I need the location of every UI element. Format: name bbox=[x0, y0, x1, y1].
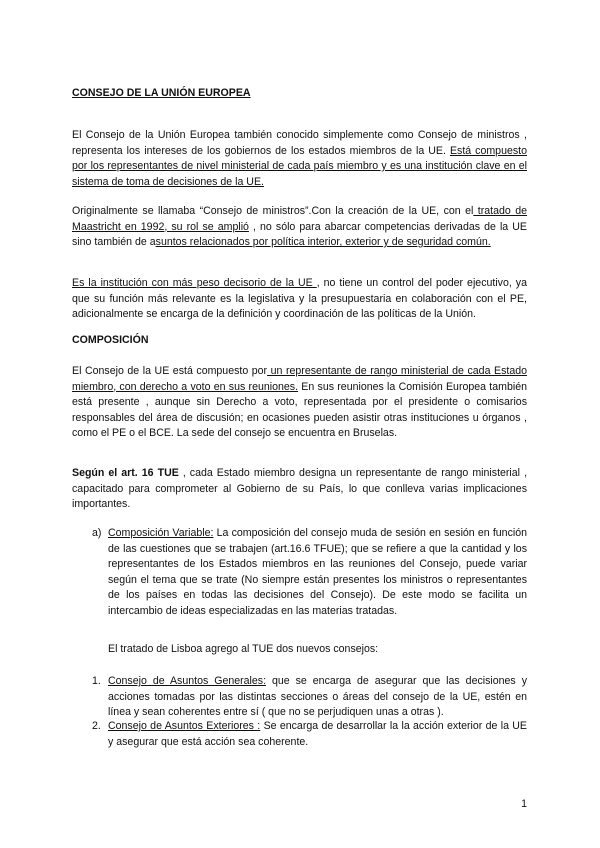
power-paragraph bbox=[72, 276, 527, 323]
consejo-marker-2: 2. bbox=[92, 720, 101, 732]
origin-underlined-1: tratado de Maastricht en 1992, su rol se amplió bbox=[72, 205, 527, 233]
art16-bold: Según el art. 16 TUE bbox=[72, 467, 179, 479]
list-item-a bbox=[92, 526, 527, 619]
origin-text-2: , no sólo para abarcar competencias derivadas de la UE sino también de a bbox=[72, 220, 527, 248]
list-item-a-label: Composición Variable: bbox=[108, 527, 214, 539]
consejo-item-1 bbox=[92, 674, 527, 721]
composicion-heading: COMPOSICIÓN bbox=[72, 334, 149, 346]
origin-underlined-2: suntos relacionados por política interior, exterior y de seguridad común. bbox=[155, 236, 491, 248]
origin-paragraph bbox=[72, 204, 527, 251]
list-marker-a: a) bbox=[92, 527, 102, 539]
power-text: , no tiene un control del poder ejecutivo, ya que su función más relevante es la legislativa y la presupuestaria en colaboración con el PE, adicionalmente se encarga de la definición y coordinación de las políticas de la Unión. bbox=[72, 277, 527, 320]
consejo-marker-1: 1. bbox=[92, 675, 101, 687]
consejo-item-2-content bbox=[108, 719, 527, 750]
page-number: 1 bbox=[521, 798, 527, 810]
intro-paragraph bbox=[72, 128, 527, 190]
consejo-item-2-label: Consejo de Asuntos Exteriores : bbox=[108, 720, 261, 732]
list-item-a-content bbox=[108, 526, 527, 619]
list-item-a-text: La composición del consejo muda de sesión en sesión en función de las cuestiones que se trabajen (art.16.6 TFUE); que se refiere a que la cantidad y los representantes de los Estados miembros en las reuniones del Consejo, puede variar según el tema que se trate (No siempre están presentes los ministros o representantes de los países en todas las decisiones del Consejo). De este modo se facilita un intercambio de ideas especializadas en las materias tratadas. bbox=[108, 527, 528, 617]
power-underlined-text: Es la institución con más peso decisorio de la UE bbox=[72, 277, 317, 289]
composicion-text-1: El Consejo de la UE está compuesto por bbox=[72, 365, 268, 377]
composicion-paragraph bbox=[72, 364, 527, 442]
consejo-item-1-text: que se encarga de asegurar que las decisiones y acciones tomadas por las distintas secciones o áreas del consejo de la UE, estén en línea y sean coherentes entre sí ( que no se perjudiquen unas a otras ). bbox=[108, 675, 527, 718]
document-title: CONSEJO DE LA UNIÓN EUROPEA bbox=[72, 87, 251, 99]
lisboa-intro: El tratado de Lisboa agrego al TUE dos nuevos consejos: bbox=[108, 643, 379, 655]
art16-paragraph bbox=[72, 466, 527, 513]
art16-text: , cada Estado miembro designa un representante de rango ministerial , capacitado para comprometer al Gobierno de su País, lo que conlleva varias implicaciones importantes. bbox=[72, 467, 528, 510]
consejo-item-2-text: Se encarga de desarrollar la la acción exterior de la UE y asegurar que está acción sea coherente. bbox=[108, 720, 527, 748]
composicion-text-2: En sus reuniones la Comisión Europea también está presente , aunque sin Derecho a voto, representada por el presidente o comisarios responsables del área de discusión; en ocasiones pueden asistir otras instituciones u órganos , como el PE o el BCE. La sede del consejo se encuentra en Bruselas. bbox=[72, 380, 527, 439]
origin-text-1: Originalmente se llamaba “Consejo de ministros”.Con la creación de la UE, con el bbox=[72, 205, 474, 217]
intro-underlined-text: Está compuesto por los representantes de nivel ministerial de cada país miembro y es una institución clave en el sistema de toma de decisiones de la UE. bbox=[72, 144, 527, 188]
composicion-underlined: un representante de rango ministerial de cada Estado miembro, con derecho a voto en sus reuniones. bbox=[72, 365, 527, 393]
consejo-item-2 bbox=[92, 719, 527, 750]
consejo-item-1-content bbox=[108, 674, 527, 721]
consejo-item-1-label: Consejo de Asuntos Generales: bbox=[108, 675, 267, 687]
intro-text: El Consejo de la Unión Europea también conocido simplemente como Consejo de ministros , representa los intereses de los gobiernos de los estados miembros de la UE. bbox=[72, 129, 527, 157]
